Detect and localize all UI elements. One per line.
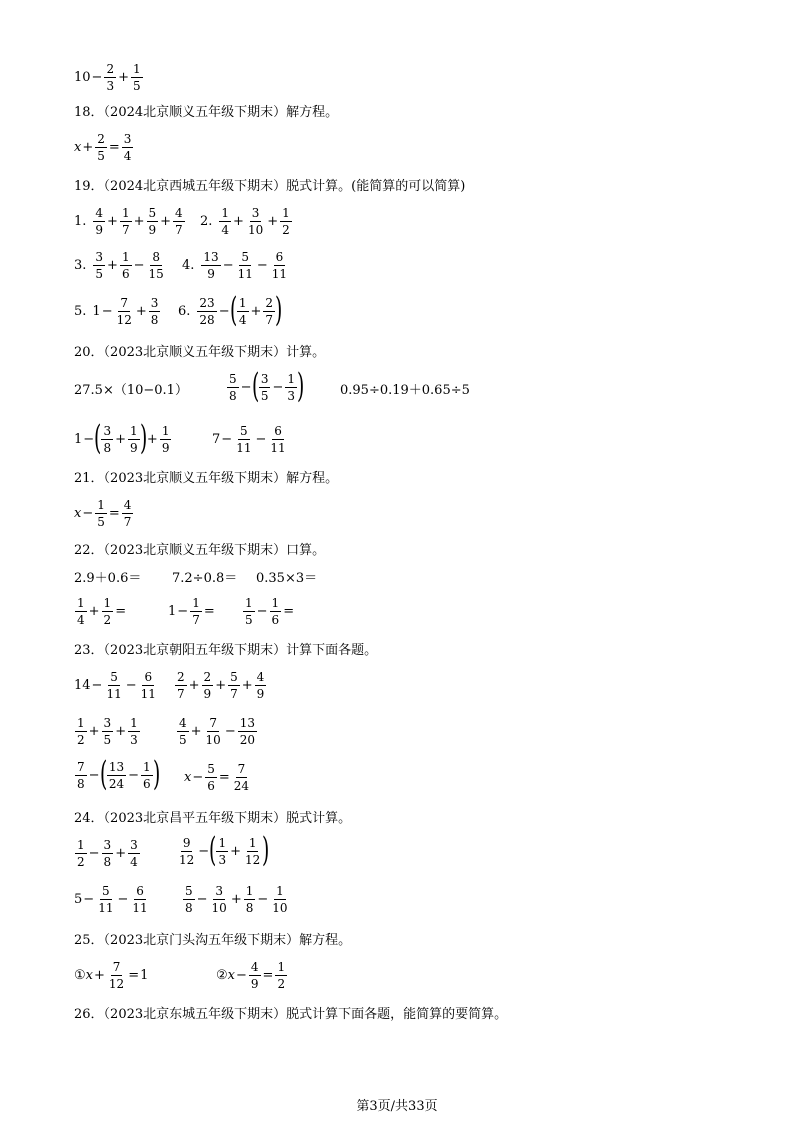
operator: − (133, 258, 145, 273)
question-23-title: 23．（2023北京朝阳五年级下期末）计算下面各题。 (74, 643, 378, 658)
operator: + (133, 214, 145, 229)
fraction: $\frac{2}{5}$ (97, 132, 105, 163)
operator: − (128, 768, 139, 783)
operator: − (88, 846, 100, 861)
fraction: $\frac{1}{10}$ (272, 884, 288, 915)
fraction: $\frac{1}{3}$ (218, 836, 227, 867)
operator: − (240, 380, 252, 395)
operator: + (241, 678, 253, 693)
operator: + (230, 844, 241, 859)
fraction: $\frac{1}{8}$ (245, 884, 254, 915)
operator: − (256, 604, 268, 619)
fraction: $\frac{2}{7}$ (265, 296, 274, 327)
operator: + (94, 968, 105, 983)
right-parenthesis: ) (262, 829, 270, 870)
fraction: $\frac{1}{4}$ (238, 296, 247, 327)
fraction: $\frac{13}{20}$ (239, 716, 256, 747)
operator: = (115, 604, 127, 619)
number: 7 (212, 432, 221, 447)
operator: = (108, 140, 120, 155)
fraction: $\frac{7}{12}$ (116, 296, 132, 327)
fraction: $\frac{4}{9}$ (250, 960, 259, 991)
item-label: 4. (182, 258, 195, 273)
fraction: $\frac{2}{9}$ (203, 670, 212, 701)
fraction: $\frac{1}{3}$ (130, 716, 138, 747)
fraction: $\frac{1}{7}$ (121, 206, 130, 237)
fraction: $\frac{3}{4}$ (123, 132, 132, 163)
expression-23-1 (74, 670, 159, 701)
oral-22-2: 7.2÷0.8＝ (172, 571, 238, 586)
right-parenthesis: ) (296, 365, 305, 406)
fraction: $\frac{1}{4}$ (77, 596, 85, 627)
oral-22-3: 0.35×3＝ (256, 571, 318, 586)
fraction: $\frac{1}{9}$ (161, 424, 170, 455)
left-parenthesis: ( (94, 417, 102, 458)
number: 5 (74, 892, 83, 907)
operator: − (196, 892, 208, 907)
fraction: $\frac{1}{5}$ (133, 62, 141, 93)
fraction: $\frac{1}{6}$ (143, 760, 151, 791)
operator: = (283, 604, 295, 619)
operator: + (188, 678, 200, 693)
oral-22-6 (242, 596, 295, 627)
operator: + (250, 304, 262, 319)
equation-23-6 (184, 762, 252, 793)
item-label: 5. (74, 304, 87, 319)
item-label: 3. (74, 258, 87, 273)
fraction: $\frac{5}{11}$ (106, 670, 122, 701)
fraction: $\frac{6}{11}$ (270, 424, 286, 455)
question-24-title: 24．（2023北京昌平五年级下期末）脱式计算。 (74, 811, 352, 826)
fraction: $\frac{8}{15}$ (148, 250, 164, 281)
operator: − (101, 304, 113, 319)
expression-19-4 (182, 250, 290, 281)
fraction: $\frac{7}{8}$ (77, 760, 85, 791)
fraction: $\frac{7}{24}$ (233, 762, 250, 793)
number: 1 (168, 604, 177, 619)
fraction: $\frac{9}{12}$ (179, 836, 195, 867)
operator: − (256, 258, 268, 273)
fraction: $\frac{3}{8}$ (150, 296, 159, 327)
expression-19-1 (74, 206, 186, 237)
question-25-title: 25．（2023北京门头沟五年级下期末）解方程。 (74, 933, 352, 948)
expression-19-6 (178, 289, 283, 330)
fraction: $\frac{3}{5}$ (95, 250, 104, 281)
operator: + (115, 846, 127, 861)
operator: − (218, 304, 230, 319)
number: 14 (74, 678, 91, 693)
fraction: $\frac{7}{10}$ (205, 716, 221, 747)
expression-20-4 (74, 417, 172, 458)
expression-24-3 (74, 884, 151, 915)
fraction: $\frac{5}{11}$ (237, 250, 253, 281)
question-19-title: 19．（2024北京西城五年级下期末）脱式计算。(能简算的可以简算) (74, 179, 466, 194)
expression-23-4 (176, 716, 258, 747)
operator: − (272, 380, 284, 395)
operator: + (115, 724, 127, 739)
fraction: $\frac{3}{5}$ (103, 716, 112, 747)
operator: + (267, 214, 279, 229)
question-21-title: 21．（2023北京顺义五年级下期末）解方程。 (74, 471, 339, 486)
fraction: $\frac{1}{4}$ (221, 206, 230, 237)
expression-20-5 (212, 424, 289, 455)
operator: + (115, 432, 126, 447)
operator: + (230, 892, 242, 907)
left-parenthesis: ( (251, 365, 259, 406)
expression-19-2 (200, 206, 293, 237)
fraction: $\frac{13}{24}$ (108, 760, 125, 791)
fraction: $\frac{4}{7}$ (175, 206, 183, 237)
expression-20-1: 27.5×（10−0.1） (74, 383, 188, 398)
question-22-title: 22．（2023北京顺义五年级下期末）口算。 (74, 543, 326, 558)
operator: + (215, 678, 227, 693)
variable: x (85, 968, 93, 983)
fraction: $\frac{7}{12}$ (108, 960, 125, 991)
operator: + (88, 604, 100, 619)
operator: − (192, 770, 204, 785)
operator: + (233, 214, 244, 229)
fraction: $\frac{6}{11}$ (132, 884, 148, 915)
number: 1 (74, 432, 83, 447)
operator: − (177, 604, 189, 619)
equation-18 (74, 132, 134, 163)
expression-20-3: 0.95÷0.19＋0.65÷5 (340, 383, 470, 398)
left-parenthesis: ( (99, 753, 107, 794)
expression-24-1 (74, 838, 141, 869)
fraction: $\frac{2}{7}$ (177, 670, 185, 701)
expression-20-2 (226, 365, 305, 406)
oral-22-5 (168, 596, 216, 627)
operator: = (203, 604, 215, 619)
operator: − (83, 432, 95, 447)
fraction: $\frac{3}{10}$ (211, 884, 227, 915)
question-18-title: 18．（2024北京顺义五年级下期末）解方程。 (74, 105, 339, 120)
operator: + (135, 304, 147, 319)
operator: + (118, 70, 129, 85)
page-number-footer: 第3页/共33页 (356, 1099, 438, 1114)
fraction: $\frac{3}{4}$ (130, 838, 138, 869)
fraction: $\frac{1}{2}$ (277, 960, 286, 991)
expression-23-3 (74, 716, 141, 747)
fraction: $\frac{5}{8}$ (229, 372, 237, 403)
fraction: $\frac{1}{5}$ (97, 498, 105, 529)
number: 1 (92, 304, 101, 319)
oral-22-1: 2.9＋0.6＝ (74, 571, 142, 586)
equation-25-1 (74, 960, 148, 991)
number: 1 (140, 968, 149, 983)
operator: − (224, 724, 236, 739)
operator: = (218, 770, 230, 785)
number: 10 (74, 70, 91, 85)
fraction: $\frac{5}{6}$ (207, 762, 215, 793)
oral-22-4 (74, 596, 127, 627)
expression-continued (74, 62, 144, 93)
operator: − (91, 70, 103, 85)
fraction: $\frac{3}{10}$ (247, 206, 264, 237)
operator: + (146, 432, 158, 447)
variable: x (74, 140, 82, 155)
operator: − (222, 258, 234, 273)
question-26-title: 26．（2023北京东城五年级下期末）脱式计算下面各题，能简算的要简算。 (74, 1007, 508, 1022)
operator: − (198, 844, 210, 859)
operator: + (190, 724, 202, 739)
fraction: $\frac{1}{2}$ (77, 716, 85, 747)
fraction: $\frac{2}{3}$ (106, 62, 115, 93)
equation-21 (74, 498, 134, 529)
variable: x (227, 968, 235, 983)
operator: − (82, 506, 94, 521)
fraction: $\frac{5}{11}$ (236, 424, 252, 455)
operator: − (255, 432, 267, 447)
expression-19-5 (74, 296, 161, 327)
right-parenthesis: ) (139, 417, 147, 458)
fraction: $\frac{1}{2}$ (282, 206, 290, 237)
fraction: $\frac{5}{7}$ (230, 670, 238, 701)
fraction: $\frac{1}{5}$ (245, 596, 253, 627)
operator: = (108, 506, 120, 521)
fraction: $\frac{1}{7}$ (192, 596, 200, 627)
item-label: ① (74, 968, 86, 983)
fraction: $\frac{6}{11}$ (140, 670, 156, 701)
fraction: $\frac{1}{9}$ (130, 424, 138, 455)
fraction: $\frac{4}{9}$ (256, 670, 265, 701)
fraction: $\frac{3}{5}$ (260, 372, 269, 403)
operator: − (83, 892, 95, 907)
fraction: $\frac{13}{9}$ (203, 250, 219, 281)
item-label: 1. (74, 214, 87, 229)
operator: − (257, 892, 269, 907)
operator: + (88, 724, 100, 739)
fraction: $\frac{3}{8}$ (103, 838, 112, 869)
fraction: $\frac{4}{5}$ (179, 716, 187, 747)
fraction: $\frac{1}{6}$ (271, 596, 280, 627)
fraction: $\frac{1}{3}$ (287, 372, 295, 403)
fraction: $\frac{6}{11}$ (271, 250, 288, 281)
variable: x (184, 770, 192, 785)
right-parenthesis: ) (275, 289, 283, 330)
question-20-title: 20．（2023北京顺义五年级下期末）计算。 (74, 345, 326, 360)
fraction: $\frac{4}{9}$ (95, 206, 104, 237)
fraction: $\frac{4}{7}$ (123, 498, 132, 529)
fraction: $\frac{3}{8}$ (103, 424, 112, 455)
operator: − (88, 768, 100, 783)
expression-23-5 (74, 753, 160, 794)
operator: + (107, 214, 118, 229)
fraction: $\frac{1}{6}$ (121, 250, 130, 281)
operator: − (117, 892, 129, 907)
operator: = (128, 968, 140, 983)
fraction: $\frac{5}{8}$ (185, 884, 193, 915)
fraction: $\frac{1}{2}$ (77, 838, 85, 869)
expression-24-2 (176, 829, 270, 870)
fraction: $\frac{1}{2}$ (103, 596, 112, 627)
operator: + (160, 214, 172, 229)
operator: − (236, 968, 247, 983)
fraction: $\frac{23}{28}$ (199, 296, 215, 327)
fraction: $\frac{5}{11}$ (98, 884, 114, 915)
item-label: 2. (200, 214, 213, 229)
fraction: $\frac{5}{9}$ (148, 206, 157, 237)
left-parenthesis: ( (209, 829, 217, 870)
expression-19-3 (74, 250, 167, 281)
right-parenthesis: ) (152, 753, 160, 794)
left-parenthesis: ( (229, 289, 237, 330)
operator: − (91, 678, 103, 693)
item-label: ② (216, 968, 228, 983)
fraction: $\frac{1}{12}$ (245, 836, 261, 867)
expression-24-4 (182, 884, 291, 915)
equation-25-2 (216, 960, 288, 991)
operator: = (262, 968, 274, 983)
operator: − (221, 432, 233, 447)
expression-23-2 (174, 670, 267, 701)
operator: − (125, 678, 137, 693)
variable: x (74, 506, 82, 521)
item-label: 6. (178, 304, 191, 319)
operator: + (107, 258, 118, 273)
operator: + (82, 140, 94, 155)
